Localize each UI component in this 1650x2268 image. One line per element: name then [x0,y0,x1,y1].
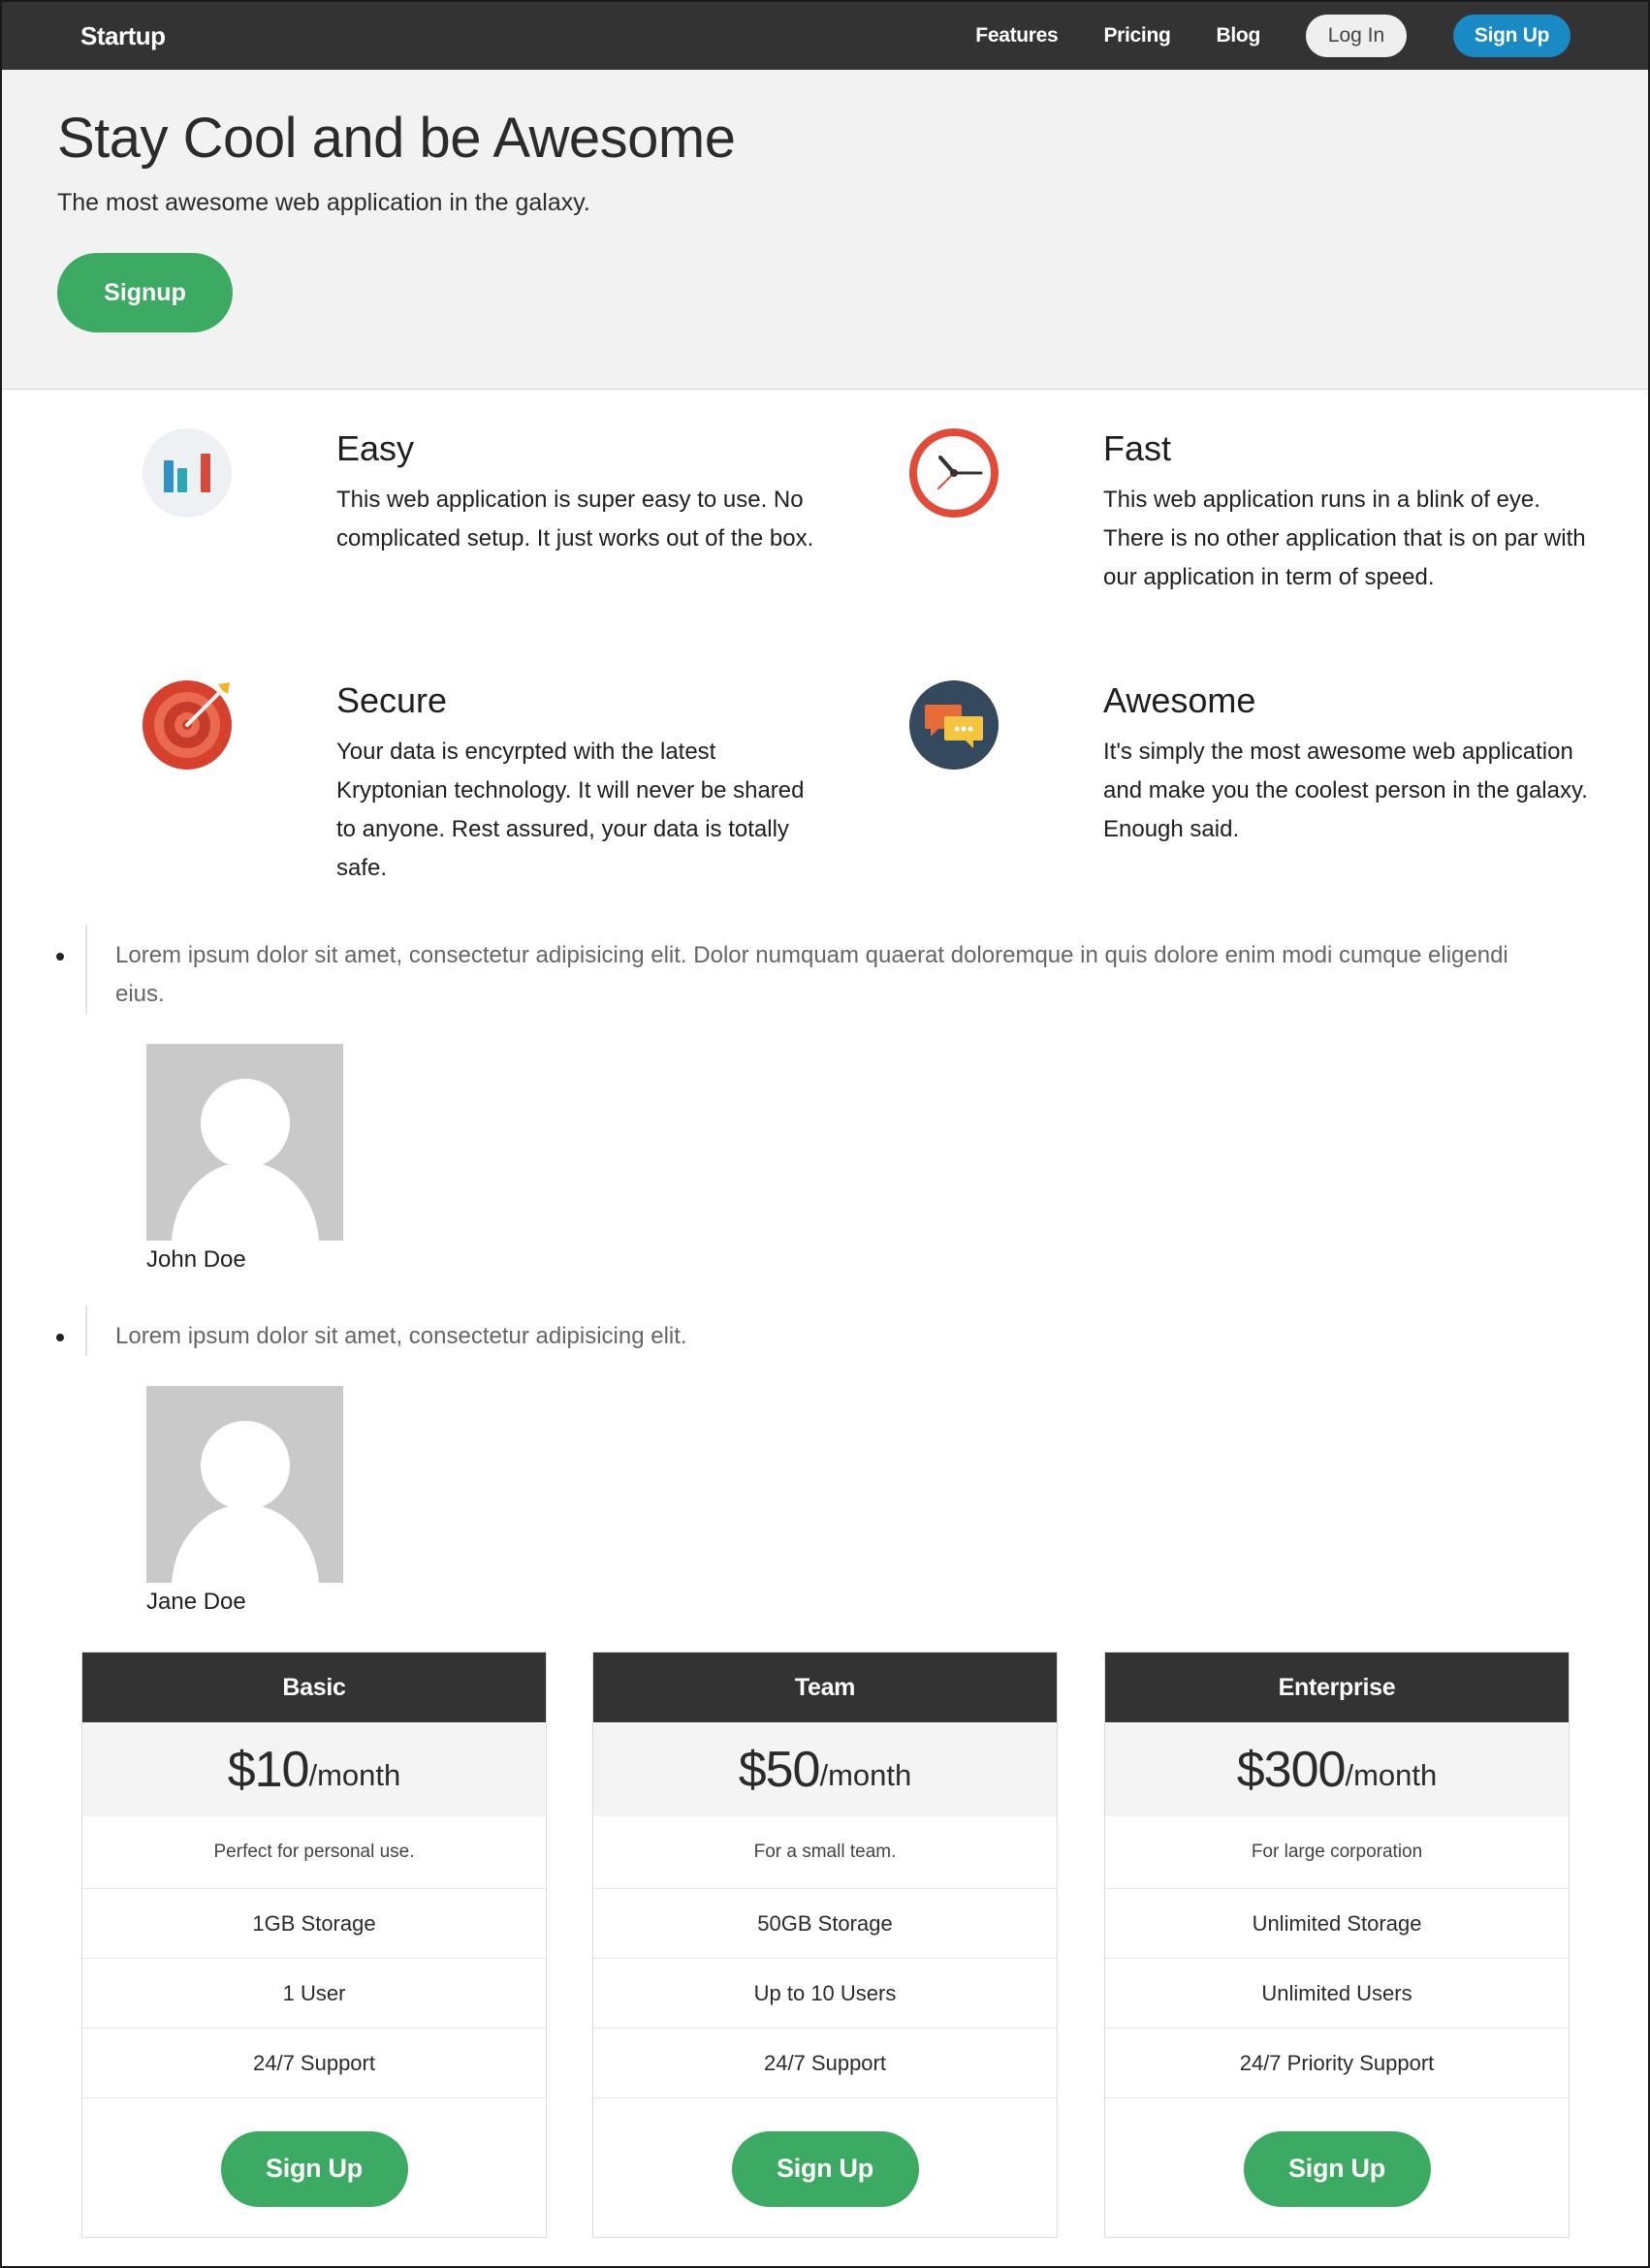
feature-title: Fast [1103,428,1172,468]
pricing-plan-basic [81,1652,547,2238]
plan-feature: 24/7 Support [82,2028,546,2097]
pricing-plan-team [592,1652,1058,2238]
plan-feature: Up to 10 Users [593,1958,1057,2028]
price-amount: $50 [738,1741,820,1798]
features-section [2,390,1648,913]
plan-signup-button[interactable]: Sign Up [221,2131,408,2207]
plan-feature: 50GB Storage [593,1888,1057,1958]
price-period: /month [819,1757,912,1792]
plan-feature: Unlimited Users [1105,1958,1569,2028]
feature-title: Secure [336,680,448,720]
plan-feature: 1GB Storage [82,1888,546,1958]
plan-price [1105,1722,1569,1816]
plan-feature: Unlimited Storage [1105,1888,1569,1958]
list-bullet [56,1334,64,1341]
plan-feature: 24/7 Support [593,2028,1057,2097]
testimonial-item [2,911,1648,1273]
nav-link-features[interactable]: Features [975,24,1059,47]
feature-description: It's simply the most awesome web application and make you the coolest person in the galaxy. Enough said. [1103,739,1588,842]
price-amount: $300 [1236,1741,1346,1798]
plan-description: Perfect for personal use. [213,1842,415,1862]
testimonial-quote: Lorem ipsum dolor sit amet, consectetur adipisicing elit. Dolor numquam quaerat doloremque in quis dolore enim modi cumque eligendi eius. [115,942,1508,1007]
testimonials-section [2,911,1648,1615]
plan-signup-button[interactable]: Sign Up [732,2131,919,2207]
plan-name: Basic [82,1653,546,1722]
testimonial-list [2,911,1648,1273]
plan-footer [593,2097,1057,2239]
plan-name: Team [593,1653,1057,1722]
target-icon [143,680,232,770]
plan-footer [1105,2097,1569,2239]
nav-link-blog[interactable]: Blog [1216,24,1260,47]
feature-title: Awesome [1103,680,1256,720]
price-amount: $10 [227,1741,309,1798]
testimonial-quote: Lorem ipsum dolor sit amet, consectetur adipisicing elit. [115,1323,687,1349]
blockquote-border [85,925,87,1014]
plan-feature: 24/7 Priority Support [1105,2028,1569,2097]
signup-nav-button[interactable]: Sign Up [1453,15,1571,57]
chat-bubbles-icon [909,680,999,770]
plan-price [593,1722,1057,1816]
plan-signup-button[interactable]: Sign Up [1244,2131,1431,2207]
avatar [146,1386,343,1583]
avatar [146,1044,343,1241]
user-silhouette-icon [146,1044,343,1241]
price-period: /month [1345,1757,1438,1792]
navbar [2,2,1648,70]
hero-signup-button[interactable]: Signup [57,253,233,332]
testimonial-author: John Doe [146,1246,246,1273]
hero-section [2,70,1648,390]
price-period: /month [308,1757,401,1792]
list-bullet [56,953,64,961]
testimonial-author: Jane Doe [146,1589,246,1615]
brand-logo[interactable]: Startup [80,20,166,50]
plan-feature: 1 User [82,1958,546,2028]
blockquote-border [85,1306,87,1356]
feature-title: Easy [336,428,415,468]
feature-description: This web application is super easy to use. No complicated setup. It just works out of the box. [336,487,814,551]
plan-description: For a small team. [753,1842,897,1862]
hero-subtitle: The most awesome web application in the galaxy. [57,189,590,216]
nav-link-pricing[interactable]: Pricing [1103,24,1171,47]
nav-menu [975,15,1571,57]
feature-description: Your data is encyrpted with the latest Kryptonian technology. It will never be shared to anyone. Rest assured, your data is totally safe. [336,739,805,881]
page [2,2,1648,2266]
bar-chart-icon [143,428,232,518]
hero-title: Stay Cool and be Awesome [57,107,736,170]
plan-footer [82,2097,546,2239]
feature-description: This web application runs in a blink of eye. There is no other application that is on par with our application in term of speed. [1103,487,1586,590]
user-silhouette-icon [146,1386,343,1583]
plan-name: Enterprise [1105,1653,1569,1722]
pricing-plan-enterprise [1104,1652,1570,2238]
plan-price [82,1722,546,1816]
clock-icon [909,428,999,518]
login-button[interactable]: Log In [1306,15,1407,57]
plan-description: For large corporation [1251,1842,1423,1862]
